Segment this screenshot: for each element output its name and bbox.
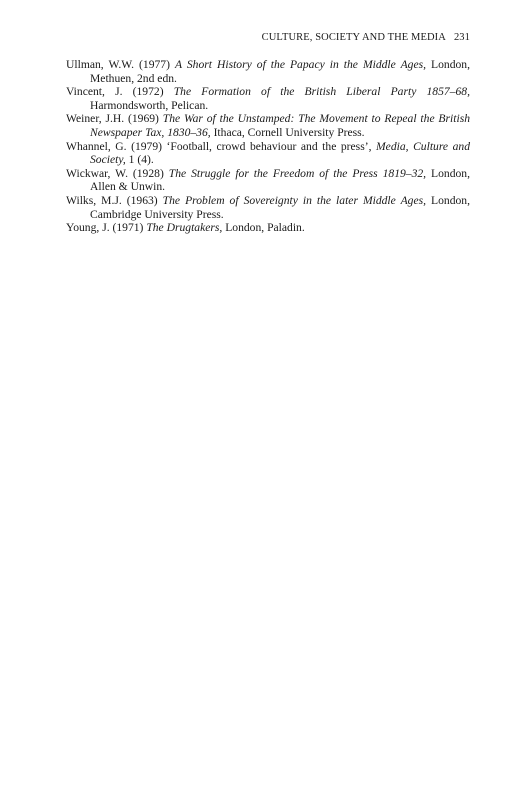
reference-list xyxy=(66,58,470,235)
reference-entry xyxy=(66,194,470,221)
reference-entry xyxy=(66,221,470,235)
reference-publisher: London, Methuen, 2nd edn. xyxy=(90,58,471,85)
reference-entry xyxy=(66,112,470,139)
reference-author-year: Ullman, W.W. (1977) xyxy=(66,58,175,71)
reference-author-year: Whannel, G. (1979) ‘Football, crowd behaviour and the press’, xyxy=(66,139,377,153)
reference-title: The Problem of Sovereignty in the later Middle Ages, xyxy=(162,193,427,207)
reference-publisher: London, Allen & Unwin. xyxy=(90,166,470,194)
reference-title: The War of the Unstamped: The Movement to Repeal the British Newspaper Tax, 1830–36, xyxy=(90,112,471,139)
reference-author-year: Vincent, J. (1972) xyxy=(66,85,174,99)
reference-title: The Struggle for the Freedom of the Press 1819–32, xyxy=(168,166,427,180)
page-number: 231 xyxy=(453,32,470,43)
reference-publisher: London, Cambridge University Press. xyxy=(90,193,470,221)
reference-publisher: Ithaca, Cornell University Press. xyxy=(210,125,365,139)
running-head-title: CULTURE, SOCIETY AND THE MEDIA xyxy=(261,32,446,43)
reference-publisher: Harmondsworth, Pelican. xyxy=(90,98,209,112)
reference-entry xyxy=(66,58,470,85)
reference-title: A Short History of the Papacy in the Middle Ages, xyxy=(174,58,427,71)
reference-title: The Drugtakers, xyxy=(146,221,223,235)
reference-title: The Formation of the British Liberal Party 1857–68, xyxy=(173,85,470,99)
reference-author-year: Weiner, J.H. (1969) xyxy=(66,112,163,126)
reference-publisher: 1 (4). xyxy=(125,153,154,167)
reference-title: Media, Culture and Society, xyxy=(90,139,470,167)
reference-author-year: Wilks, M.J. (1963) xyxy=(66,193,163,207)
reference-publisher: London, Paladin. xyxy=(222,221,305,235)
reference-entry xyxy=(66,167,470,194)
reference-entry xyxy=(66,85,470,112)
reference-author-year: Young, J. (1971) xyxy=(66,221,147,235)
reference-entry xyxy=(66,140,470,167)
running-head xyxy=(66,32,470,43)
reference-author-year: Wickwar, W. (1928) xyxy=(66,166,169,180)
